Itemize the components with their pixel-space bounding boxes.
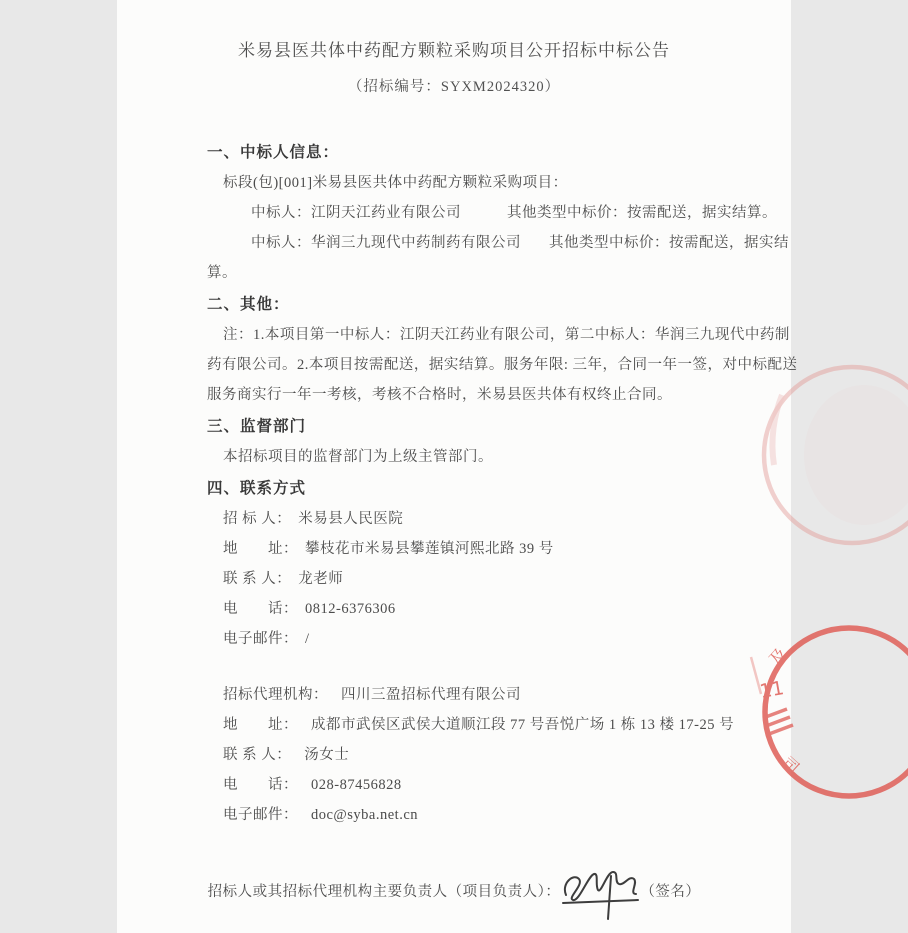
seal-number: 11 — [758, 677, 786, 703]
section-heading-supervision: 三、监督部门 — [207, 418, 307, 435]
field-label: 招 标 人： — [223, 511, 292, 527]
agency-name-row — [207, 680, 741, 710]
agency-address-row — [207, 710, 741, 740]
tenderer-address-row — [207, 534, 741, 564]
field-value: 0812-6376306 — [305, 601, 396, 617]
official-red-seal — [747, 612, 908, 812]
tenderer-contact-row — [207, 564, 741, 594]
note-line-1: 注：1.本项目第一中标人：江阴天江药业有限公司，第二中标人：华润三九现代中药制 — [223, 327, 790, 343]
tenderer-contact-block — [207, 504, 741, 654]
field-label: 联 系 人： — [223, 747, 292, 763]
field-label: 电 话： — [223, 777, 298, 793]
field-label: 电子邮件： — [223, 807, 298, 823]
tenderer-phone-row — [207, 594, 741, 624]
winner-1-name: 中标人：江阴天江药业有限公司 — [251, 205, 461, 221]
section-heading-contact: 四、联系方式 — [207, 480, 307, 497]
field-label: 地 址： — [223, 541, 298, 557]
page-title: 米易县医共体中药配方颗粒采购项目公开招标中标公告 — [238, 41, 670, 60]
svg-text:及: 及 — [765, 644, 792, 670]
note-line-2: 药有限公司。2.本项目按需配送，据实结算。服务年限: 三年，合同一年一签，对中标配送 — [207, 357, 798, 373]
field-value: 攀枝花市米易县攀莲镇河熙北路 39 号 — [305, 541, 554, 557]
winner-2-wrap-line: 算。 — [207, 265, 237, 281]
signature-label: 招标人或其招标代理机构主要负责人（项目负责人）： — [207, 884, 561, 900]
agency-contact-row — [207, 740, 741, 770]
field-value: / — [305, 631, 310, 647]
supervision-body: 本招标项目的监督部门为上级主管部门。 — [223, 449, 493, 465]
field-value: doc@syba.net.cn — [311, 807, 419, 823]
field-label: 招标代理机构： — [223, 687, 328, 703]
field-value: 028-87456828 — [311, 777, 402, 793]
signature-suffix: （签名） — [640, 884, 701, 900]
agency-phone-row — [207, 770, 741, 800]
svg-text:司: 司 — [778, 754, 802, 778]
faint-red-seal — [744, 360, 908, 560]
field-label: 地 址： — [223, 717, 298, 733]
section-heading-winner-info: 一、中标人信息： — [207, 144, 340, 161]
handwritten-signature — [558, 863, 644, 926]
tenderer-email-row — [207, 624, 741, 654]
lot-line: 标段(包)[001]米易县医共体中药配方颗粒采购项目： — [223, 175, 568, 191]
note-line-3: 服务商实行一年一考核，考核不合格时，米易县医共体有权终止合同。 — [207, 387, 672, 403]
field-value: 米易县人民医院 — [298, 511, 404, 527]
signature-line — [117, 880, 791, 904]
agency-contact-block — [207, 680, 741, 830]
winner-1-price: 其他类型中标价：按需配送，据实结算。 — [507, 205, 777, 221]
field-value: 成都市武侯区武侯大道顺江段 77 号吾悦广场 1 栋 13 楼 17-25 号 — [311, 717, 735, 733]
field-label: 电子邮件： — [223, 631, 298, 647]
field-label: 电 话： — [223, 601, 298, 617]
tender-number: （招标编号：SYXM2024320） — [347, 79, 561, 95]
document-header — [117, 0, 791, 96]
winner-2-line — [207, 228, 789, 258]
document-page — [117, 0, 802, 933]
agency-email-row — [207, 800, 741, 830]
winner-1-line — [207, 198, 777, 228]
field-label: 联 系 人： — [223, 571, 292, 587]
field-value: 汤女士 — [304, 747, 350, 763]
section-heading-other: 二、其他： — [207, 296, 290, 313]
tenderer-name-row — [207, 504, 741, 534]
field-value: 四川三盈招标代理有限公司 — [341, 687, 521, 703]
winner-2-price: 其他类型中标价：按需配送，据实结 — [549, 235, 789, 251]
winner-2-name: 中标人：华润三九现代中药制药有限公司 — [251, 235, 521, 251]
field-value: 龙老师 — [298, 571, 344, 587]
